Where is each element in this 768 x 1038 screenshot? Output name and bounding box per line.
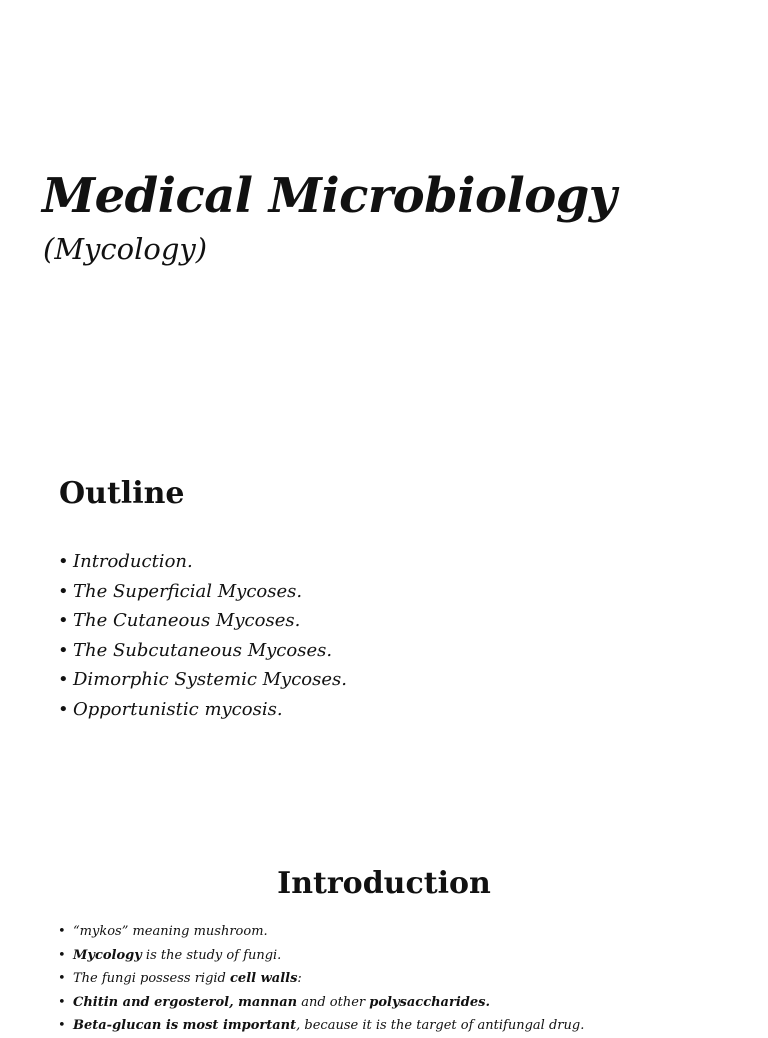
intro-item-text: “mykos” meaning mushroom. (73, 924, 268, 939)
bullet-icon: • (58, 994, 66, 1010)
intro-item-text: and other (297, 994, 370, 1010)
outline-item-cutaneous-mycoses: The Cutaneous Mycoses. (73, 610, 301, 632)
list-item (58, 606, 347, 636)
intro-item-text: The fungi possess rigid (73, 971, 231, 986)
bullet-icon: • (58, 947, 66, 963)
bullet-icon: • (58, 698, 69, 720)
bullet-icon: • (58, 971, 66, 986)
list-item (58, 1014, 584, 1038)
intro-item-text: : (297, 971, 302, 986)
outline-heading: Outline (59, 476, 185, 511)
introduction-heading: Introduction (277, 866, 491, 901)
outline-item-dimorphic-systemic-mycoses: Dimorphic Systemic Mycoses. (73, 669, 347, 691)
intro-item-bold-term: Beta-glucan is most important (73, 1018, 297, 1033)
intro-item-bold-term: Mycology (73, 947, 142, 963)
outline-slide (0, 440, 768, 840)
intro-item-text: is the study of fungi. (141, 947, 282, 963)
list-item (58, 967, 584, 991)
outline-item-opportunistic-mycosis: Opportunistic mycosis. (73, 698, 283, 720)
intro-item-bold-term: cell walls (230, 971, 298, 986)
list-item (58, 695, 347, 725)
list-item (58, 991, 584, 1015)
list-item (58, 547, 347, 577)
bullet-icon: • (58, 551, 69, 572)
introduction-list (58, 920, 584, 1038)
list-item (58, 577, 347, 607)
introduction-slide (0, 840, 768, 1033)
list-item (58, 920, 584, 944)
bullet-icon: • (58, 610, 69, 632)
bullet-icon: • (58, 924, 66, 939)
list-item (58, 944, 584, 968)
outline-item-subcutaneous-mycoses: The Subcutaneous Mycoses. (73, 639, 333, 661)
outline-item-superficial-mycoses: The Superficial Mycoses. (73, 580, 303, 602)
outline-item-introduction: Introduction. (73, 551, 193, 572)
document-title: Medical Microbiology (42, 168, 617, 224)
bullet-icon: • (58, 639, 69, 661)
bullet-icon: • (58, 1018, 66, 1033)
list-item (58, 665, 347, 695)
title-slide (0, 0, 768, 440)
outline-list (58, 547, 347, 725)
bullet-icon: • (58, 580, 69, 602)
intro-item-bold-term: Chitin and ergosterol, mannan (73, 994, 298, 1010)
intro-item-text: , because it is the target of antifungal drug. (296, 1018, 585, 1033)
bullet-icon: • (58, 669, 69, 691)
document-subtitle: (Mycology) (43, 232, 208, 266)
list-item (58, 636, 347, 666)
intro-item-bold-term: polysaccharides. (369, 994, 490, 1010)
